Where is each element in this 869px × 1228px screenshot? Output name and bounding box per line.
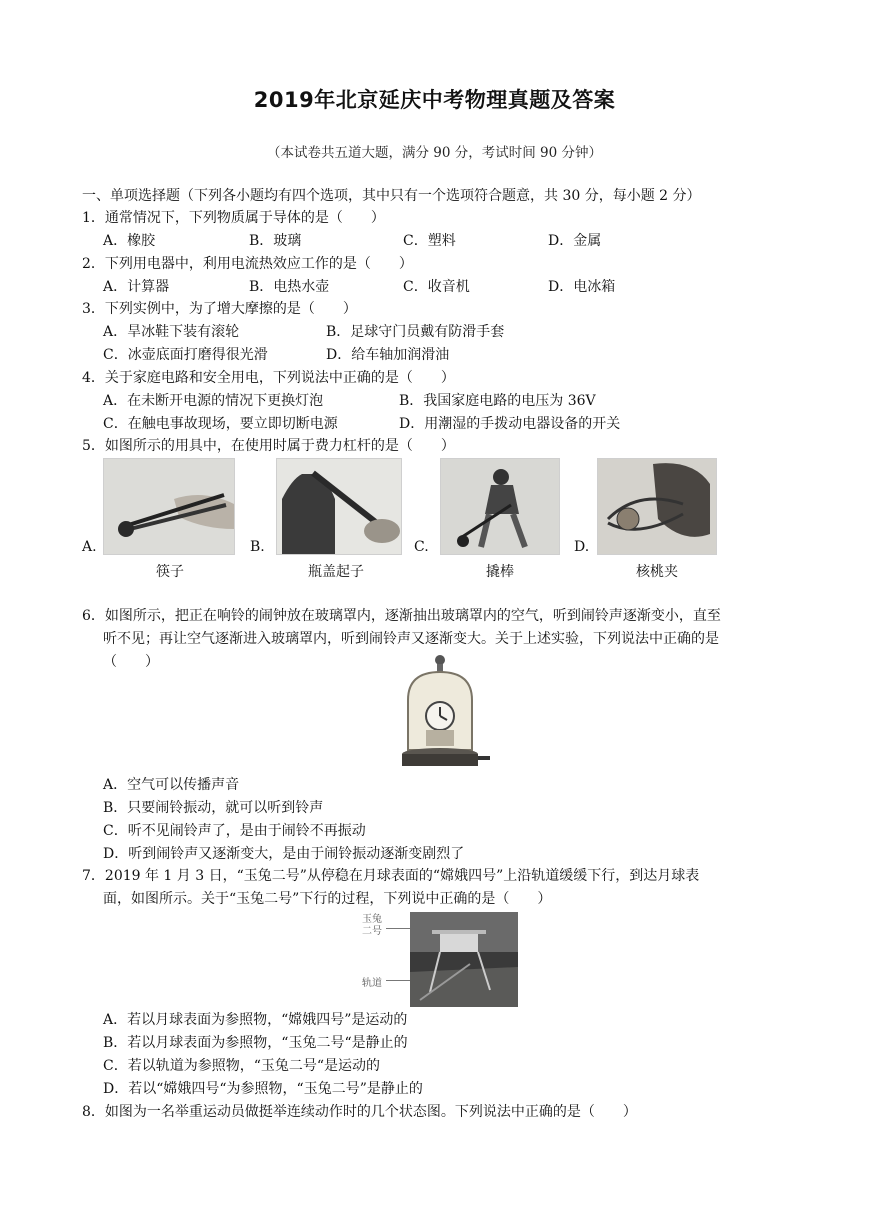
q5-caption-a: 筷子 <box>156 564 184 580</box>
q5-caption-c: 撬棒 <box>486 564 514 580</box>
q3-option-c: C．冰壶底面打磨得很光滑 <box>103 347 268 363</box>
q5-option-c: C. <box>414 539 429 555</box>
q5-option-d: D. <box>574 539 590 555</box>
question-7-stem-line2: 面，如图所示。关于“玉兔二号”下行的过程，下列说中正确的是（ ） <box>103 891 552 907</box>
q6-option-a: A．空气可以传播声音 <box>103 777 240 793</box>
question-7-stem-line1: 7．2019 年 1 月 3 日，“玉兔二号”从停稳在月球表面的“嫦娥四号”上沿轨道缓缓下行，到达月球表 <box>82 868 700 884</box>
q2-option-c: C．收音机 <box>403 279 470 295</box>
lunar-rover-figure <box>360 912 518 1007</box>
q3-option-b: B．足球守门员戴有防滑手套 <box>326 324 505 340</box>
q4-option-b: B．我国家庭电路的电压为 36V <box>399 393 596 409</box>
q5-option-b: B. <box>250 539 265 555</box>
q5-option-a: A. <box>82 539 97 555</box>
exam-instructions: （本试卷共五道大题，满分 90 分，考试时间 90 分钟） <box>266 145 603 161</box>
question-5-stem: 5．如图所示的用具中，在使用时属于费力杠杆的是（ ） <box>82 438 455 454</box>
question-1-stem: 1．通常情况下，下列物质属于导体的是（ ） <box>82 210 385 226</box>
bell-jar-photo <box>396 650 492 772</box>
q7-option-a: A．若以月球表面为参照物，“嫦娥四号”是运动的 <box>103 1012 408 1028</box>
q2-option-a: A．计算器 <box>103 279 170 295</box>
q1-option-a: A．橡胶 <box>103 233 156 249</box>
question-3-stem: 3．下列实例中，为了增大摩擦的是（ ） <box>82 301 357 317</box>
nutcracker-photo <box>597 458 717 555</box>
q5-caption-d: 核桃夹 <box>636 564 678 580</box>
figure-label-rover: 玉兔二号 <box>362 914 382 937</box>
chopsticks-photo <box>103 458 235 555</box>
question-6-stem-line3: （ ） <box>103 654 159 670</box>
bottle-opener-photo <box>276 458 402 555</box>
q7-option-c: C．若以轨道为参照物，“玉兔二号“是运动的 <box>103 1058 381 1074</box>
q7-option-b: B．若以月球表面为参照物，“玉兔二号“是静止的 <box>103 1035 408 1051</box>
q4-option-a: A．在未断开电源的情况下更换灯泡 <box>103 393 324 409</box>
page-title: 2019年北京延庆中考物理真题及答案 <box>253 88 616 112</box>
question-8-stem: 8．如图为一名举重运动员做挺举连续动作时的几个状态图。下列说法中正确的是（ ） <box>82 1104 637 1120</box>
q4-option-c: C．在触电事故现场，要立即切断电源 <box>103 416 338 432</box>
q2-option-d: D．电冰箱 <box>548 279 616 295</box>
q1-option-c: C．塑料 <box>403 233 456 249</box>
q1-option-d: D．金属 <box>548 233 602 249</box>
question-6-stem-line2: 听不见；再让空气逐渐进入玻璃罩内，听到闹铃声又逐渐变大。关于上述实验，下列说法中正确的是 <box>103 631 719 647</box>
section-heading: 一、单项选择题（下列各小题均有四个选项，其中只有一个选项符合题意，共 30 分，每小题 2 分） <box>82 188 701 204</box>
q7-option-d: D．若以“嫦娥四号“为参照物，“玉兔二号”是静止的 <box>103 1081 423 1097</box>
q1-option-b: B．玻璃 <box>249 233 302 249</box>
question-2-stem: 2．下列用电器中，利用电流热效应工作的是（ ） <box>82 256 413 272</box>
q3-option-d: D．给车轴加润滑油 <box>326 347 450 363</box>
q5-caption-b: 瓶盖起子 <box>308 564 364 580</box>
q6-option-d: D．听到闹铃声又逐渐变大，是由于闹铃振动逐渐变剧烈了 <box>103 846 465 862</box>
question-6-stem-line1: 6．如图所示，把正在响铃的闹钟放在玻璃罩内，逐渐抽出玻璃罩内的空气，听到闹铃声逐渐变小，直至 <box>82 608 721 624</box>
q4-option-d: D．用潮湿的手拨动电器设备的开关 <box>399 416 621 432</box>
q2-option-b: B．电热水壶 <box>249 279 330 295</box>
q6-option-b: B．只要闹铃振动，就可以听到铃声 <box>103 800 324 816</box>
figure-label-track: 轨道 <box>362 978 382 989</box>
label-leader-line-bottom <box>386 980 410 981</box>
crowbar-photo <box>440 458 560 555</box>
question-4-stem: 4．关于家庭电路和安全用电，下列说法中正确的是（ ） <box>82 370 455 386</box>
label-leader-line-top <box>386 928 410 929</box>
q6-option-c: C．听不见闹铃声了，是由于闹铃不再振动 <box>103 823 366 839</box>
q3-option-a: A．旱冰鞋下装有滚轮 <box>103 324 240 340</box>
